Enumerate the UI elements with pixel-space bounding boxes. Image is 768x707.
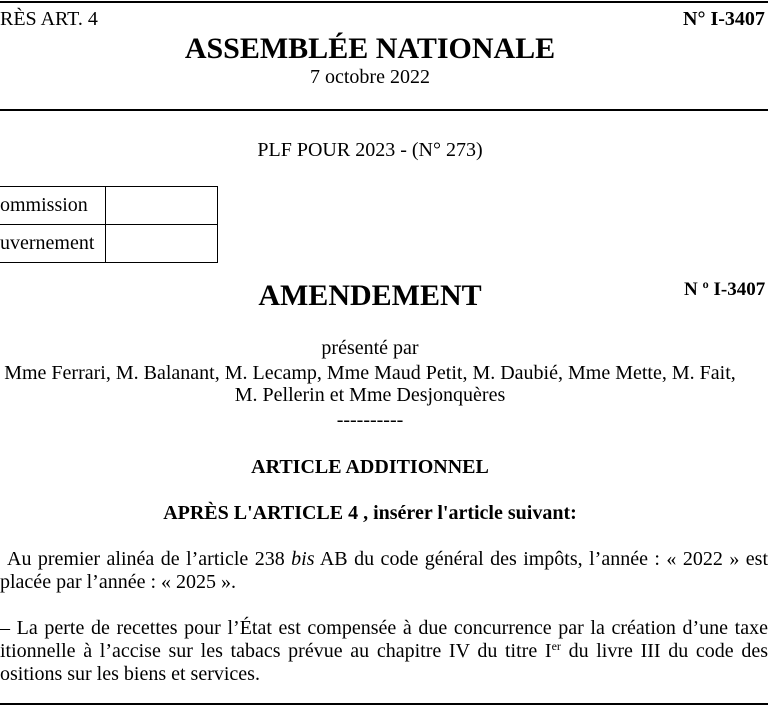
commission-value [106,187,217,224]
authors-line-1: Mme Ferrari, M. Balanant, M. Lecamp, Mme Maud Petit, M. Daubié, Mme Mette, M. Fait, [4,362,736,384]
paragraph-2-text-a: itionnelle à l’accise sur les tabacs prévue au chapitre IV du titre I [0,640,552,662]
government-value [106,225,217,262]
paragraph-2-line-1: – La perte de recettes pour l’État est compensée à due concurrence par la création d’une taxe [0,617,768,639]
table-row [0,187,217,224]
amendment-title: AMENDEMENT [258,279,482,312]
document-number: N° I-3407 [683,8,765,30]
separator: ---------- [336,409,404,431]
paragraph-1-text-a: Au premier alinéa de l’article 238 [7,548,292,570]
document-date: 7 octobre 2022 [310,66,430,88]
paragraph-2-text-b: du livre III du code des [560,640,768,662]
presented-by: présenté par [321,337,419,359]
article-reference: RÈS ART. 4 [0,8,98,30]
paragraph-1-line-1 [7,549,768,569]
commission-label: ommission [0,187,106,224]
table-row [0,224,217,262]
paragraph-1-text-b: AB du code général des impôts, l’année : « 2022 » est [314,548,768,570]
top-rule [0,1,768,3]
article-heading: ARTICLE ADDITIONNEL [251,456,489,478]
assembly-title: ASSEMBLÉE NATIONALE [184,32,556,65]
header-rule [0,109,768,111]
bottom-rule [0,703,768,705]
paragraph-2-line-3: ositions sur les biens et services. [0,663,260,685]
paragraph-1-line-2: placée par l’année : « 2025 ». [0,571,237,593]
bill-reference: PLF POUR 2023 - (N° 273) [257,139,483,161]
opinion-table [0,186,218,263]
amendment-number: N º I-3407 [684,279,766,300]
paragraph-1-italic: bis [291,548,315,570]
paragraph-2-line-2 [0,641,768,661]
paragraph-2-superscript: er [551,639,561,653]
government-label: uvernement [0,225,106,262]
article-instruction: APRÈS L'ARTICLE 4 , insérer l'article suivant: [163,502,577,524]
authors-line-2: M. Pellerin et Mme Desjonquères [234,384,506,406]
